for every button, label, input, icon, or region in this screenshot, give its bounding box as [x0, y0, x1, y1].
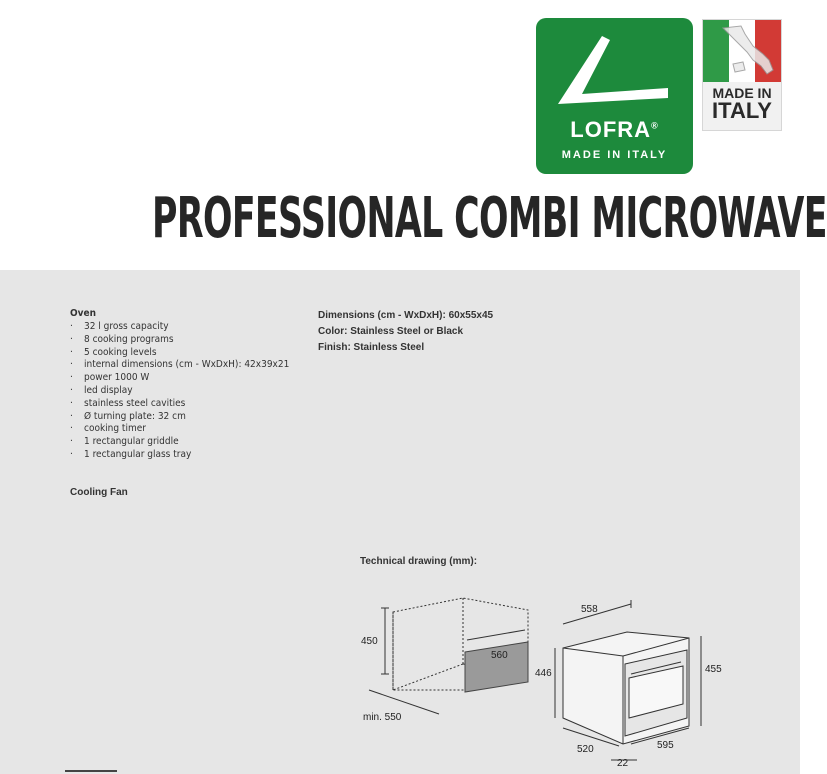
list-item: · 5 cooking levels — [70, 347, 330, 360]
list-item: · Ø turning plate: 32 cm — [70, 411, 330, 424]
list-item: · power 1000 W — [70, 372, 330, 385]
made-in-italy-badge — [702, 19, 782, 131]
list-item: · internal dimensions (cm - WxDxH): 42x39x21 — [70, 359, 330, 372]
logo-brand: LOFRA® — [570, 117, 659, 142]
appliance-front-width-label: 595 — [657, 740, 674, 751]
logo-tagline: MADE IN ITALY — [561, 149, 668, 161]
header-area — [0, 0, 827, 270]
list-item: · stainless steel cavities — [70, 398, 330, 411]
italy-badge-line2: ITALY — [712, 98, 772, 123]
italy-badge-line1: MADE IN — [712, 85, 772, 101]
lofra-logo — [536, 18, 693, 174]
dimensions-spec: Dimensions (cm - WxDxH): 60x55x45 — [318, 310, 494, 321]
appliance-width-label: 558 — [581, 604, 598, 615]
list-item: · led display — [70, 385, 330, 398]
page-title: PROFESSIONAL COMBI MICROWAVE — [152, 186, 827, 251]
italy-badge-text — [706, 86, 778, 122]
oven-heading: Oven — [70, 308, 97, 319]
chevron-swoosh-icon — [536, 18, 693, 118]
niche-depth-label: min. 550 — [363, 712, 402, 723]
technical-drawing-label: Technical drawing (mm): — [360, 556, 478, 567]
finish-spec: Finish: Stainless Steel — [318, 342, 425, 353]
divider — [65, 770, 117, 772]
list-item: · cooking timer — [70, 423, 330, 436]
cooling-fan-label: Cooling Fan — [70, 487, 128, 498]
appliance-door-label: 22 — [617, 758, 629, 769]
list-item: · 8 cooking programs — [70, 334, 330, 347]
appliance-drawing — [555, 600, 701, 760]
color-spec: Color: Stainless Steel or Black — [318, 326, 464, 337]
registered-mark: ® — [651, 120, 659, 131]
niche-height-label: 450 — [361, 636, 378, 647]
niche-width-label: 560 — [491, 650, 508, 661]
list-item: · 1 rectangular griddle — [70, 436, 330, 449]
appliance-height-front-label: 455 — [705, 664, 722, 675]
appliance-depth-label: 520 — [577, 744, 594, 755]
spec-details — [318, 308, 493, 356]
appliance-height-body-label: 446 — [535, 668, 552, 679]
feature-list — [70, 321, 330, 462]
oven-features — [70, 308, 330, 462]
list-item: · 1 rectangular glass tray — [70, 449, 330, 462]
italy-map-icon — [703, 20, 781, 82]
list-item: · 32 l gross capacity — [70, 321, 330, 334]
technical-drawing — [355, 594, 722, 774]
